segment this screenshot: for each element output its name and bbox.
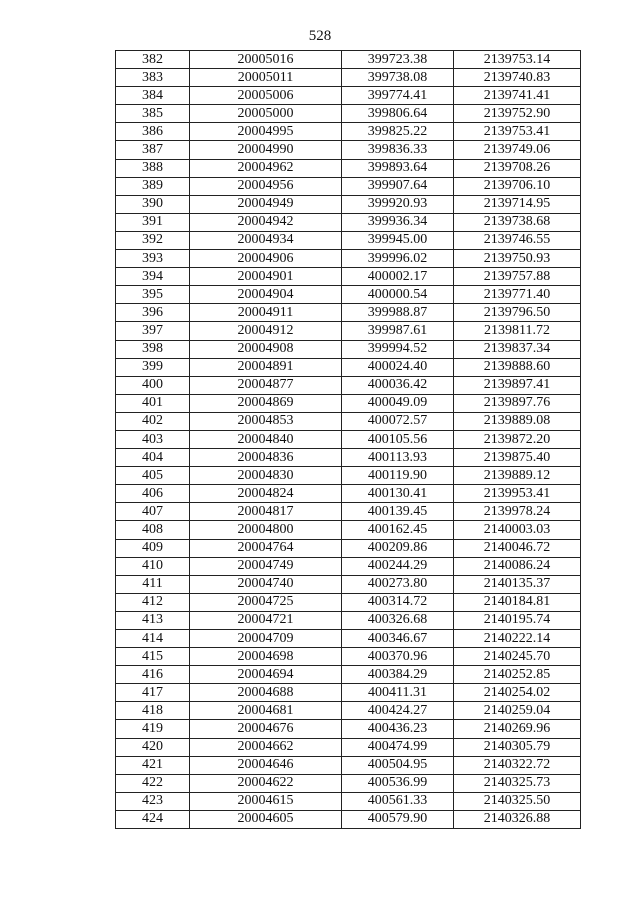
- point-id-cell: 20004840: [190, 430, 342, 448]
- point-number-cell: 396: [116, 304, 190, 322]
- y-coordinate-cell: 2139708.26: [454, 159, 581, 177]
- coordinates-table-body: [116, 51, 581, 829]
- point-number-cell: 416: [116, 666, 190, 684]
- table-row: [116, 738, 581, 756]
- point-number-cell: 415: [116, 648, 190, 666]
- point-id-cell: 20004990: [190, 141, 342, 159]
- point-number-cell: 423: [116, 792, 190, 810]
- point-id-cell: 20004749: [190, 557, 342, 575]
- table-row: [116, 141, 581, 159]
- x-coordinate-cell: 400424.27: [342, 702, 454, 720]
- point-number-cell: 390: [116, 195, 190, 213]
- y-coordinate-cell: 2139953.41: [454, 485, 581, 503]
- point-id-cell: 20004615: [190, 792, 342, 810]
- point-id-cell: 20004891: [190, 358, 342, 376]
- point-id-cell: 20004698: [190, 648, 342, 666]
- table-row: [116, 774, 581, 792]
- x-coordinate-cell: 400119.90: [342, 467, 454, 485]
- point-number-cell: 394: [116, 268, 190, 286]
- point-id-cell: 20004906: [190, 250, 342, 268]
- point-number-cell: 386: [116, 123, 190, 141]
- point-id-cell: 20004911: [190, 304, 342, 322]
- x-coordinate-cell: 400002.17: [342, 268, 454, 286]
- point-number-cell: 392: [116, 231, 190, 249]
- y-coordinate-cell: 2139889.12: [454, 467, 581, 485]
- y-coordinate-cell: 2139872.20: [454, 430, 581, 448]
- x-coordinate-cell: 399893.64: [342, 159, 454, 177]
- x-coordinate-cell: 400436.23: [342, 720, 454, 738]
- x-coordinate-cell: 399987.61: [342, 322, 454, 340]
- y-coordinate-cell: 2140325.50: [454, 792, 581, 810]
- point-id-cell: 20004694: [190, 666, 342, 684]
- point-number-cell: 406: [116, 485, 190, 503]
- y-coordinate-cell: 2139771.40: [454, 286, 581, 304]
- point-id-cell: 20004995: [190, 123, 342, 141]
- y-coordinate-cell: 2140269.96: [454, 720, 581, 738]
- point-number-cell: 421: [116, 756, 190, 774]
- y-coordinate-cell: 2139978.24: [454, 503, 581, 521]
- x-coordinate-cell: 399920.93: [342, 195, 454, 213]
- y-coordinate-cell: 2139888.60: [454, 358, 581, 376]
- x-coordinate-cell: 400162.45: [342, 521, 454, 539]
- point-id-cell: 20004956: [190, 177, 342, 195]
- table-row: [116, 195, 581, 213]
- point-id-cell: 20004836: [190, 449, 342, 467]
- point-number-cell: 384: [116, 87, 190, 105]
- table-row: [116, 51, 581, 69]
- y-coordinate-cell: 2139753.14: [454, 51, 581, 69]
- table-row: [116, 449, 581, 467]
- point-number-cell: 398: [116, 340, 190, 358]
- y-coordinate-cell: 2140222.14: [454, 630, 581, 648]
- y-coordinate-cell: 2139753.41: [454, 123, 581, 141]
- point-number-cell: 419: [116, 720, 190, 738]
- x-coordinate-cell: 400579.90: [342, 810, 454, 828]
- y-coordinate-cell: 2139897.41: [454, 376, 581, 394]
- x-coordinate-cell: 400536.99: [342, 774, 454, 792]
- point-id-cell: 20004877: [190, 376, 342, 394]
- point-number-cell: 410: [116, 557, 190, 575]
- y-coordinate-cell: 2139741.41: [454, 87, 581, 105]
- point-id-cell: 20004764: [190, 539, 342, 557]
- point-number-cell: 391: [116, 213, 190, 231]
- table-row: [116, 322, 581, 340]
- point-id-cell: 20005011: [190, 69, 342, 87]
- point-number-cell: 385: [116, 105, 190, 123]
- point-id-cell: 20004934: [190, 231, 342, 249]
- x-coordinate-cell: 400000.54: [342, 286, 454, 304]
- table-row: [116, 123, 581, 141]
- point-number-cell: 402: [116, 412, 190, 430]
- y-coordinate-cell: 2140254.02: [454, 684, 581, 702]
- table-row: [116, 648, 581, 666]
- point-number-cell: 404: [116, 449, 190, 467]
- table-row: [116, 159, 581, 177]
- point-id-cell: 20004721: [190, 611, 342, 629]
- point-number-cell: 409: [116, 539, 190, 557]
- x-coordinate-cell: 399907.64: [342, 177, 454, 195]
- y-coordinate-cell: 2140086.24: [454, 557, 581, 575]
- x-coordinate-cell: 399836.33: [342, 141, 454, 159]
- page-number: 528: [308, 28, 332, 44]
- table-row: [116, 177, 581, 195]
- x-coordinate-cell: 399936.34: [342, 213, 454, 231]
- y-coordinate-cell: 2140305.79: [454, 738, 581, 756]
- x-coordinate-cell: 400139.45: [342, 503, 454, 521]
- table-row: [116, 87, 581, 105]
- y-coordinate-cell: 2139889.08: [454, 412, 581, 430]
- table-row: [116, 521, 581, 539]
- point-number-cell: 401: [116, 394, 190, 412]
- point-id-cell: 20004662: [190, 738, 342, 756]
- point-id-cell: 20004853: [190, 412, 342, 430]
- coordinates-table: [115, 50, 581, 829]
- x-coordinate-cell: 400273.80: [342, 575, 454, 593]
- y-coordinate-cell: 2140322.72: [454, 756, 581, 774]
- point-id-cell: 20004605: [190, 810, 342, 828]
- y-coordinate-cell: 2139738.68: [454, 213, 581, 231]
- x-coordinate-cell: 400036.42: [342, 376, 454, 394]
- x-coordinate-cell: 400049.09: [342, 394, 454, 412]
- point-number-cell: 420: [116, 738, 190, 756]
- x-coordinate-cell: 399988.87: [342, 304, 454, 322]
- y-coordinate-cell: 2139752.90: [454, 105, 581, 123]
- x-coordinate-cell: 400130.41: [342, 485, 454, 503]
- point-id-cell: 20004800: [190, 521, 342, 539]
- x-coordinate-cell: 400314.72: [342, 593, 454, 611]
- y-coordinate-cell: 2140195.74: [454, 611, 581, 629]
- point-id-cell: 20004830: [190, 467, 342, 485]
- table-row: [116, 666, 581, 684]
- table-row: [116, 756, 581, 774]
- point-number-cell: 408: [116, 521, 190, 539]
- table-row: [116, 575, 581, 593]
- point-number-cell: 414: [116, 630, 190, 648]
- table-row: [116, 69, 581, 87]
- x-coordinate-cell: 400384.29: [342, 666, 454, 684]
- table-row: [116, 720, 581, 738]
- table-row: [116, 250, 581, 268]
- table-row: [116, 268, 581, 286]
- point-id-cell: 20004817: [190, 503, 342, 521]
- x-coordinate-cell: 400024.40: [342, 358, 454, 376]
- point-id-cell: 20004725: [190, 593, 342, 611]
- point-id-cell: 20004709: [190, 630, 342, 648]
- y-coordinate-cell: 2139746.55: [454, 231, 581, 249]
- x-coordinate-cell: 399738.08: [342, 69, 454, 87]
- point-number-cell: 417: [116, 684, 190, 702]
- x-coordinate-cell: 399806.64: [342, 105, 454, 123]
- point-id-cell: 20004904: [190, 286, 342, 304]
- point-number-cell: 405: [116, 467, 190, 485]
- point-id-cell: 20005000: [190, 105, 342, 123]
- table-row: [116, 412, 581, 430]
- x-coordinate-cell: 400411.31: [342, 684, 454, 702]
- point-id-cell: 20004869: [190, 394, 342, 412]
- x-coordinate-cell: 400113.93: [342, 449, 454, 467]
- point-number-cell: 395: [116, 286, 190, 304]
- x-coordinate-cell: 400209.86: [342, 539, 454, 557]
- point-id-cell: 20004949: [190, 195, 342, 213]
- point-id-cell: 20004646: [190, 756, 342, 774]
- table-row: [116, 485, 581, 503]
- point-number-cell: 388: [116, 159, 190, 177]
- point-id-cell: 20004912: [190, 322, 342, 340]
- x-coordinate-cell: 400504.95: [342, 756, 454, 774]
- point-number-cell: 397: [116, 322, 190, 340]
- x-coordinate-cell: 400370.96: [342, 648, 454, 666]
- point-id-cell: 20005006: [190, 87, 342, 105]
- point-number-cell: 389: [116, 177, 190, 195]
- table-row: [116, 105, 581, 123]
- point-number-cell: 400: [116, 376, 190, 394]
- table-row: [116, 593, 581, 611]
- y-coordinate-cell: 2140259.04: [454, 702, 581, 720]
- table-row: [116, 611, 581, 629]
- point-id-cell: 20004688: [190, 684, 342, 702]
- point-id-cell: 20004676: [190, 720, 342, 738]
- y-coordinate-cell: 2140135.37: [454, 575, 581, 593]
- point-number-cell: 399: [116, 358, 190, 376]
- point-number-cell: 412: [116, 593, 190, 611]
- point-number-cell: 387: [116, 141, 190, 159]
- point-number-cell: 422: [116, 774, 190, 792]
- y-coordinate-cell: 2139714.95: [454, 195, 581, 213]
- y-coordinate-cell: 2139875.40: [454, 449, 581, 467]
- table-row: [116, 231, 581, 249]
- y-coordinate-cell: 2139897.76: [454, 394, 581, 412]
- point-id-cell: 20004740: [190, 575, 342, 593]
- y-coordinate-cell: 2139757.88: [454, 268, 581, 286]
- point-number-cell: 413: [116, 611, 190, 629]
- point-id-cell: 20004622: [190, 774, 342, 792]
- table-row: [116, 702, 581, 720]
- point-id-cell: 20004962: [190, 159, 342, 177]
- x-coordinate-cell: 399825.22: [342, 123, 454, 141]
- x-coordinate-cell: 399723.38: [342, 51, 454, 69]
- point-number-cell: 403: [116, 430, 190, 448]
- y-coordinate-cell: 2140046.72: [454, 539, 581, 557]
- x-coordinate-cell: 399996.02: [342, 250, 454, 268]
- x-coordinate-cell: 400244.29: [342, 557, 454, 575]
- point-number-cell: 424: [116, 810, 190, 828]
- x-coordinate-cell: 400561.33: [342, 792, 454, 810]
- y-coordinate-cell: 2139750.93: [454, 250, 581, 268]
- point-id-cell: 20004908: [190, 340, 342, 358]
- table-row: [116, 467, 581, 485]
- y-coordinate-cell: 2139749.06: [454, 141, 581, 159]
- y-coordinate-cell: 2139740.83: [454, 69, 581, 87]
- y-coordinate-cell: 2140184.81: [454, 593, 581, 611]
- table-row: [116, 684, 581, 702]
- x-coordinate-cell: 399945.00: [342, 231, 454, 249]
- point-number-cell: 418: [116, 702, 190, 720]
- table-row: [116, 430, 581, 448]
- point-number-cell: 393: [116, 250, 190, 268]
- point-id-cell: 20004901: [190, 268, 342, 286]
- y-coordinate-cell: 2139796.50: [454, 304, 581, 322]
- table-row: [116, 503, 581, 521]
- table-row: [116, 557, 581, 575]
- table-row: [116, 358, 581, 376]
- table-row: [116, 376, 581, 394]
- table-row: [116, 630, 581, 648]
- y-coordinate-cell: 2140325.73: [454, 774, 581, 792]
- x-coordinate-cell: 399774.41: [342, 87, 454, 105]
- y-coordinate-cell: 2140245.70: [454, 648, 581, 666]
- y-coordinate-cell: 2139811.72: [454, 322, 581, 340]
- table-row: [116, 304, 581, 322]
- point-id-cell: 20005016: [190, 51, 342, 69]
- point-id-cell: 20004942: [190, 213, 342, 231]
- table-row: [116, 810, 581, 828]
- point-number-cell: 382: [116, 51, 190, 69]
- y-coordinate-cell: 2140326.88: [454, 810, 581, 828]
- table-row: [116, 286, 581, 304]
- y-coordinate-cell: 2140252.85: [454, 666, 581, 684]
- y-coordinate-cell: 2139706.10: [454, 177, 581, 195]
- point-id-cell: 20004681: [190, 702, 342, 720]
- point-number-cell: 383: [116, 69, 190, 87]
- point-number-cell: 407: [116, 503, 190, 521]
- table-row: [116, 394, 581, 412]
- point-id-cell: 20004824: [190, 485, 342, 503]
- table-row: [116, 340, 581, 358]
- x-coordinate-cell: 400326.68: [342, 611, 454, 629]
- x-coordinate-cell: 400072.57: [342, 412, 454, 430]
- x-coordinate-cell: 400105.56: [342, 430, 454, 448]
- y-coordinate-cell: 2139837.34: [454, 340, 581, 358]
- table-row: [116, 539, 581, 557]
- table-row: [116, 792, 581, 810]
- x-coordinate-cell: 400346.67: [342, 630, 454, 648]
- table-row: [116, 213, 581, 231]
- x-coordinate-cell: 400474.99: [342, 738, 454, 756]
- point-number-cell: 411: [116, 575, 190, 593]
- x-coordinate-cell: 399994.52: [342, 340, 454, 358]
- y-coordinate-cell: 2140003.03: [454, 521, 581, 539]
